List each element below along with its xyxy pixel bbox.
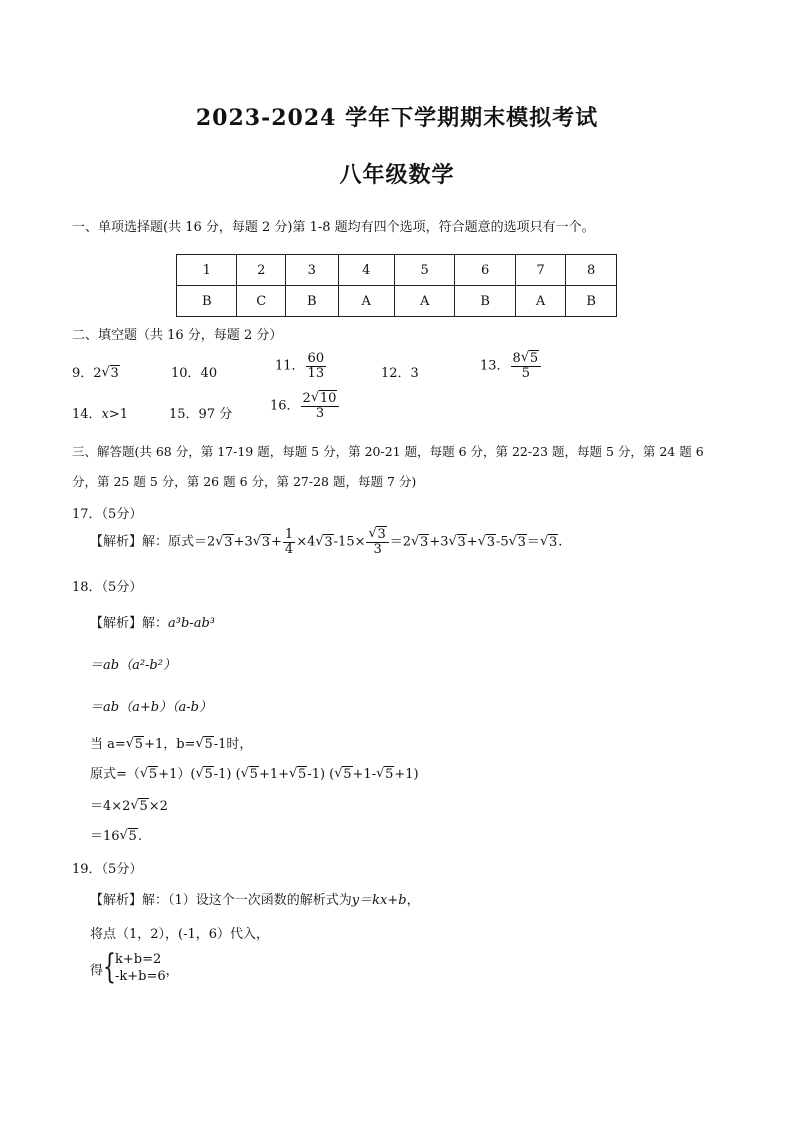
answer-14 [72, 403, 128, 422]
coefficient: 2 [302, 391, 311, 406]
answer-14-label: 14． [72, 407, 102, 422]
answer-11-label: 11． [275, 358, 305, 374]
q18-number: 18．（5分） [72, 580, 143, 595]
q17-term: ×4 [296, 534, 316, 550]
table-cell: A [394, 286, 454, 317]
radicand: 5 [148, 767, 158, 782]
radicand: 3 [261, 534, 271, 550]
equation-2: -k+b=6 [115, 968, 166, 984]
table-cell: B [455, 286, 515, 317]
table-cell: B [566, 286, 617, 317]
fraction [366, 528, 388, 556]
brace: { [103, 947, 116, 987]
q18-text: +1+ [258, 767, 290, 782]
q19-expression: y＝kx+b [351, 893, 407, 908]
table-cell: C [237, 286, 286, 317]
variable: x [101, 407, 109, 422]
table-cell: 2 [237, 255, 286, 286]
radicand: 5 [204, 767, 213, 782]
q18-line1 [90, 612, 215, 631]
q17-prefix: 【解析】解：原式＝2 [90, 534, 216, 550]
q17-end: . [558, 534, 563, 550]
radicand: 5 [134, 737, 144, 752]
q18-text: ×2 [148, 799, 168, 814]
q19-end: ， [165, 963, 179, 979]
table-cell: B [177, 286, 237, 317]
answer-11 [275, 352, 327, 380]
sqrt-symbol [368, 528, 386, 542]
q18-text: -1) ( [213, 767, 241, 782]
q17-solution [90, 528, 562, 556]
answer-table-number-row [177, 255, 617, 286]
radicand: 3 [517, 534, 526, 550]
sqrt-symbol [334, 767, 352, 782]
equation-system [103, 947, 166, 987]
sqrt-symbol [130, 799, 148, 814]
sqrt-symbol [102, 366, 120, 381]
q17-term: + [271, 534, 282, 550]
denominator: 13 [307, 365, 325, 381]
sqrt-symbol [449, 535, 467, 550]
radicand: 3 [486, 534, 495, 550]
q18-text: +1，b= [144, 737, 196, 752]
radicand: 5 [128, 829, 137, 844]
table-cell: A [515, 286, 566, 317]
answer-table-answer-row [177, 286, 617, 317]
q18-line5 [90, 763, 419, 782]
section3-heading-line1: 三、解答题(共 68 分，第 17-19 题，每题 5 分，第 20-21 题，每题 6 分，第 22-23 题，每题 5 分，第 24 题 6 [72, 444, 704, 459]
q17-term: +3 [233, 534, 253, 550]
q18-line4 [90, 733, 252, 752]
q17-term: -15× [333, 534, 366, 550]
sqrt-symbol [521, 352, 539, 366]
numerator [511, 352, 542, 367]
equation-1: k+b=2 [115, 952, 162, 967]
radicand: 5 [385, 767, 394, 782]
q19-prefix: 得 [90, 963, 104, 979]
answer-16-label: 16． [270, 398, 300, 414]
table-cell: 6 [455, 255, 515, 286]
sqrt-symbol [195, 767, 213, 782]
answer-9 [72, 362, 120, 381]
sqrt-symbol [126, 737, 144, 752]
q18-text: ＝4×2 [90, 799, 131, 814]
radicand: 3 [110, 366, 119, 381]
denominator: 3 [373, 541, 382, 557]
radicand: 5 [343, 767, 352, 782]
sqrt-symbol [540, 535, 558, 550]
numerator: 1 [284, 527, 294, 542]
radicand: 5 [139, 799, 148, 814]
sqrt-symbol [215, 535, 233, 550]
denominator: 5 [521, 365, 530, 381]
radicand: 5 [529, 351, 539, 366]
coefficient: 8 [512, 351, 521, 366]
q18-text: ＝16 [90, 829, 120, 844]
answer-table [176, 254, 617, 317]
inequality: >1 [108, 407, 129, 422]
fraction [283, 528, 295, 556]
table-cell: 1 [177, 255, 237, 286]
q17-term: +3 [429, 534, 449, 550]
answer-10: 10．40 [171, 366, 218, 381]
answer-12: 12．3 [381, 366, 419, 381]
table-cell: B [286, 286, 339, 317]
q17-term: -5 [495, 534, 509, 550]
q18-line2: ＝ab（a²-b²） [90, 658, 176, 673]
radicand: 10 [319, 391, 337, 406]
q19-text: ， [406, 893, 420, 908]
answer-13-label: 13． [480, 358, 510, 374]
numerator: 60 [307, 351, 325, 366]
sqrt-symbol [120, 829, 138, 844]
q18-line3: ＝ab（a+b）（a-b） [90, 700, 213, 715]
q19-line2: 将点（1，2），(-1，6）代入， [90, 927, 270, 942]
q19-line1 [90, 889, 420, 908]
numerator [366, 528, 388, 543]
q19-line3 [90, 947, 179, 987]
fraction [301, 392, 340, 420]
table-cell: A [338, 286, 394, 317]
denominator: 3 [315, 405, 325, 421]
table-cell: 8 [566, 255, 617, 286]
sqrt-symbol [311, 392, 338, 406]
radicand: 3 [457, 534, 466, 550]
table-cell: 4 [338, 255, 394, 286]
q17-term: + [466, 534, 478, 550]
sqrt-symbol [411, 535, 429, 550]
fraction [511, 352, 542, 380]
table-cell: 5 [394, 255, 454, 286]
sqrt-symbol [253, 535, 271, 550]
denominator: 4 [284, 541, 294, 557]
radicand: 3 [548, 534, 558, 550]
sqrt-symbol [376, 767, 394, 782]
q18-line6 [90, 795, 168, 814]
radicand: 3 [377, 527, 386, 542]
fraction [306, 352, 327, 380]
sqrt-symbol [140, 767, 158, 782]
q18-text: +1- [352, 767, 377, 782]
q19-number: 19．（5分） [72, 862, 143, 877]
page-title: 2023-2024 学年下学期期末模拟考试 [195, 105, 599, 131]
q18-text: 当 a= [90, 737, 126, 752]
answer-16 [270, 392, 340, 420]
radicand: 5 [249, 767, 258, 782]
radicand: 3 [324, 534, 333, 550]
radicand: 3 [224, 534, 233, 550]
q18-text: +1) [394, 767, 419, 782]
q18-text: -1) ( [307, 767, 335, 782]
q19-text: 【解析】解：（1）设这个一次函数的解析式为 [90, 893, 352, 908]
table-cell: 3 [286, 255, 339, 286]
section1-heading: 一、单项选择题(共 16 分，每题 2 分)第 1-8 题均有四个选项，符合题意的选项只有一个。 [72, 220, 595, 235]
radicand: 5 [298, 767, 307, 782]
radicand: 3 [420, 534, 429, 550]
answer-13 [480, 352, 542, 380]
q17-term: ＝2 [389, 534, 412, 550]
q18-line7 [90, 825, 142, 844]
sqrt-symbol [509, 535, 527, 550]
sqrt-symbol [315, 535, 333, 550]
sqrt-symbol [478, 535, 496, 550]
section2-heading: 二、填空题（共 16 分，每题 2 分） [72, 328, 283, 343]
q17-number: 17．（5分） [72, 507, 143, 522]
sqrt-symbol [241, 767, 259, 782]
answer-15: 15．97 分 [169, 407, 233, 422]
q18-text: 原式=（ [90, 767, 140, 782]
q17-term: ＝ [526, 534, 540, 550]
q18-text: -1时， [213, 737, 253, 752]
q18-text: . [137, 829, 142, 844]
page-subtitle: 八年级数学 [339, 162, 455, 188]
numerator [301, 392, 340, 407]
sqrt-symbol [195, 737, 213, 752]
section3-heading-line2: 分，第 25 题 5 分，第 26 题 6 分，第 27-28 题，每题 7 分) [72, 474, 417, 489]
q18-expression: a³b-ab³ [168, 616, 215, 631]
radicand: 5 [204, 737, 213, 752]
sqrt-symbol [289, 767, 307, 782]
answer-9-label: 9．2 [72, 366, 102, 381]
table-cell: 7 [515, 255, 566, 286]
q18-prefix: 【解析】解： [90, 616, 169, 631]
q18-text: +1）( [158, 767, 196, 782]
